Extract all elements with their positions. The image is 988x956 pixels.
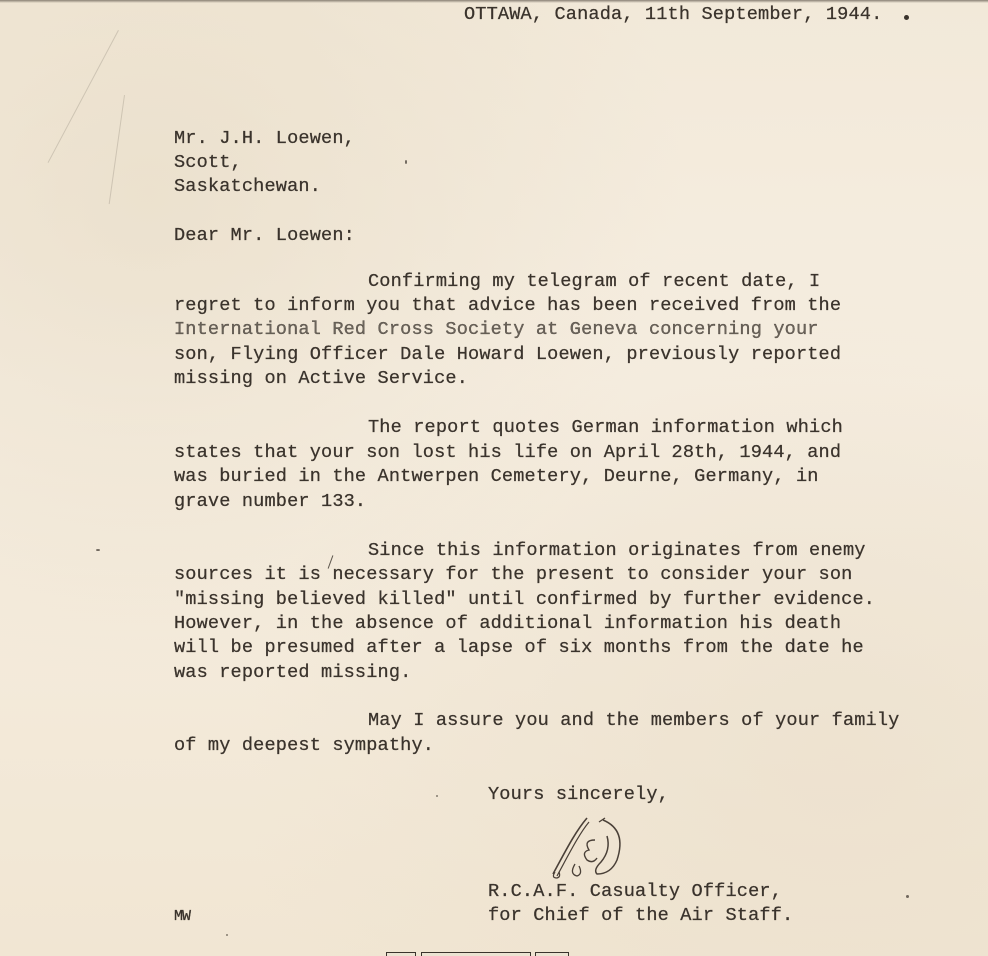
- paragraph-2-line: states that your son lost his life on April 28th, 1944, and: [174, 442, 842, 463]
- paragraph-3-line: "missing believed killed" until confirmed by further evidence.: [174, 589, 876, 610]
- paragraph-3-line: However, in the absence of additional information his death: [174, 613, 842, 634]
- paragraph-2-line: was buried in the Antwerpen Cemetery, Deurne, Germany, in: [174, 466, 819, 487]
- paragraph-4-line: of my deepest sympathy.: [174, 735, 435, 756]
- ink-speck: [226, 934, 228, 936]
- ink-speck: [904, 15, 909, 20]
- paragraph-1-line: missing on Active Service.: [174, 368, 469, 389]
- closing: Yours sincerely,: [488, 784, 669, 805]
- paragraph-3-line: sources it is necessary for the present to consider your son: [174, 564, 853, 585]
- paragraph-1-line: regret to inform you that advice has been received from the: [174, 295, 842, 316]
- recipient-province: Saskatchewan.: [174, 176, 322, 197]
- ink-speck: [96, 549, 100, 551]
- scan-artifact-tab: [386, 952, 416, 956]
- dateline: OTTAWA, Canada, 11th September, 1944.: [464, 4, 883, 25]
- recipient-town: Scott,: [174, 152, 242, 173]
- paragraph-1-line: son, Flying Officer Dale Howard Loewen, previously reported: [174, 344, 842, 365]
- paragraph-3-line: was reported missing.: [174, 662, 412, 683]
- typist-initials: MW: [174, 908, 191, 925]
- paper-crease: [109, 95, 125, 204]
- signatory-title: R.C.A.F. Casualty Officer,: [488, 881, 783, 902]
- recipient-name: Mr. J.H. Loewen,: [174, 128, 355, 149]
- ink-speck: [405, 160, 407, 164]
- ink-speck: [906, 895, 909, 898]
- paragraph-1-line: Confirming my telegram of recent date, I: [368, 271, 821, 292]
- salutation: Dear Mr. Loewen:: [174, 225, 355, 246]
- scan-artifact-tab: [535, 952, 569, 956]
- paragraph-3-line: will be presumed after a lapse of six months from the date he: [174, 637, 864, 658]
- scan-artifact-tab: [421, 952, 531, 956]
- paper-crease: [48, 30, 119, 163]
- paragraph-2-line: grave number 133.: [174, 491, 367, 512]
- paragraph-4-line: May I assure you and the members of your family: [368, 710, 900, 731]
- handwritten-signature-icon: [545, 812, 635, 882]
- ink-speck: [436, 795, 438, 797]
- paragraph-3-line: Since this information originates from enemy: [368, 540, 866, 561]
- paragraph-2-line: The report quotes German information which: [368, 417, 843, 438]
- paragraph-1-line: International Red Cross Society at Geneva concerning your: [174, 319, 819, 340]
- signatory-for-line: for Chief of the Air Staff.: [488, 905, 794, 926]
